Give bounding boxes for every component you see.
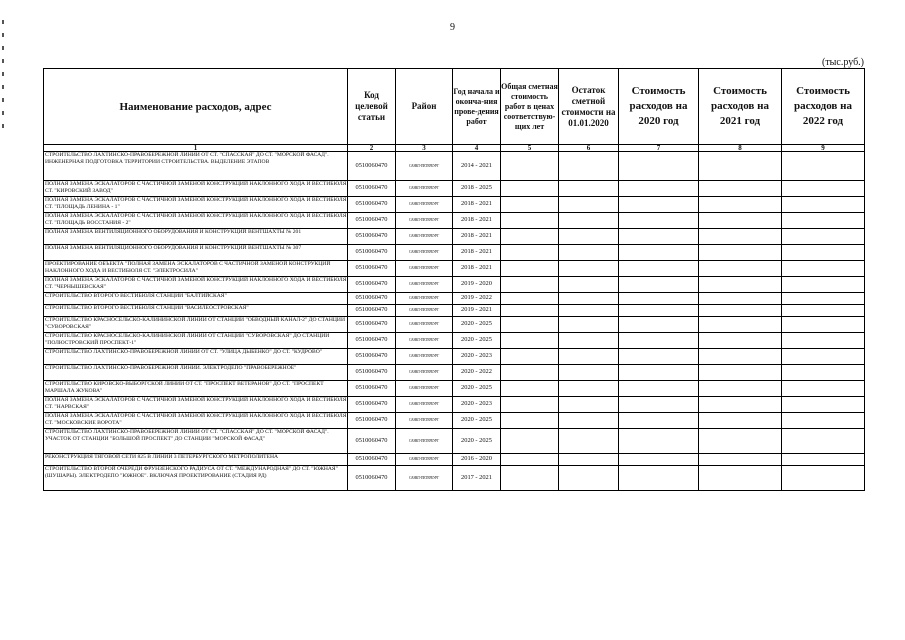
table-row [44, 229, 865, 245]
header-cost-2020: Стоимость расходов на 2020 год [619, 69, 699, 145]
row-district: САНКТ-ПЕТЕРБУРГ [396, 229, 453, 245]
row-name: СТРОИТЕЛЬСТВО ЛАХТИНСКО-ПРАВОБЕРЕЖНОЙ ЛИНИИ ОТ СТ. "СПАССКАЯ" ДО СТ. "МОРСКОЙ ФАСАД". УЧАСТОК ОТ СТАНЦИИ "БОЛЬШОЙ ПРОСПЕКТ" ДО СТАНЦИИ "МОРСКОЙ ФАСАД" [44, 429, 348, 454]
row-period: 2020 - 2025 [453, 413, 501, 429]
row-period: 2020 - 2023 [453, 349, 501, 365]
row-remaining [559, 333, 619, 349]
row-district: САНКТ-ПЕТЕРБУРГ [396, 317, 453, 333]
row-remaining [559, 293, 619, 305]
row-code: 0510060470 [348, 466, 396, 491]
row-cost-2022 [782, 229, 865, 245]
row-cost-2021 [699, 213, 782, 229]
row-cost-2021 [699, 152, 782, 181]
table-row [44, 429, 865, 454]
row-remaining [559, 305, 619, 317]
table-row [44, 293, 865, 305]
row-total-cost [501, 429, 559, 454]
column-number: 6 [559, 145, 619, 152]
row-district: САНКТ-ПЕТЕРБУРГ [396, 365, 453, 381]
row-cost-2020 [619, 317, 699, 333]
row-name: СТРОИТЕЛЬСТВО ВТОРОЙ ОЧЕРЕДИ ФРУНЗЕНСКОГО РАДИУСА ОТ СТ. "МЕЖДУНАРОДНАЯ" ДО СТ. "ЮЖНАЯ" (ШУШАРЫ). ЭЛЕКТРОДЕПО "ЮЖНОЕ". ВКЛЮЧАЯ ПРОЕКТИРОВАНИЕ (СТАДИЯ РД) [44, 466, 348, 491]
row-code: 0510060470 [348, 305, 396, 317]
row-cost-2020 [619, 197, 699, 213]
row-district: САНКТ-ПЕТЕРБУРГ [396, 152, 453, 181]
row-code: 0510060470 [348, 261, 396, 277]
row-remaining [559, 181, 619, 197]
row-period: 2017 - 2021 [453, 466, 501, 491]
row-code: 0510060470 [348, 429, 396, 454]
row-total-cost [501, 152, 559, 181]
row-name: ПОЛНАЯ ЗАМЕНА ЭСКАЛАТОРОВ С ЧАСТИЧНОЙ ЗАМЕНОЙ КОНСТРУКЦИЙ НАКЛОННОГО ХОДА И ВЕСТИБЮЛЯ СТ. "КИРОВСКИЙ ЗАВОД" [44, 181, 348, 197]
row-total-cost [501, 381, 559, 397]
row-total-cost [501, 229, 559, 245]
row-cost-2022 [782, 466, 865, 491]
table-row [44, 213, 865, 229]
row-district: САНКТ-ПЕТЕРБУРГ [396, 293, 453, 305]
row-remaining [559, 454, 619, 466]
row-cost-2020 [619, 152, 699, 181]
row-total-cost [501, 349, 559, 365]
row-name: РЕКОНСТРУКЦИЯ ТЯГОВОЙ СЕТИ 825 В ЛИНИИ 3 ПЕТЕРБУРГСКОГО МЕТРОПОЛИТЕНА [44, 454, 348, 466]
column-number: 1 [44, 145, 348, 152]
table-row [44, 181, 865, 197]
row-district: САНКТ-ПЕТЕРБУРГ [396, 413, 453, 429]
binding-marks [2, 20, 5, 140]
row-cost-2020 [619, 413, 699, 429]
row-cost-2022 [782, 245, 865, 261]
row-remaining [559, 229, 619, 245]
row-district: САНКТ-ПЕТЕРБУРГ [396, 197, 453, 213]
row-name: СТРОИТЕЛЬСТВО КРАСНОСЕЛЬСКО-КАЛИНИНСКОЙ ЛИНИИ ОТ СТАНЦИИ "ОБВОДНЫЙ КАНАЛ-2" ДО СТАНЦИИ "СУВОРОВСКАЯ" [44, 317, 348, 333]
row-name: ПОЛНАЯ ЗАМЕНА ЭСКАЛАТОРОВ С ЧАСТИЧНОЙ ЗАМЕНОЙ КОНСТРУКЦИЙ НАКЛОННОГО ХОДА И ВЕСТИБЮЛЯ СТ. "ПЛОЩАДЬ ЛЕНИНА - 1" [44, 197, 348, 213]
row-code: 0510060470 [348, 229, 396, 245]
row-remaining [559, 413, 619, 429]
row-cost-2021 [699, 261, 782, 277]
row-name: СТРОИТЕЛЬСТВО ВТОРОГО ВЕСТИБЮЛЯ СТАНЦИИ "ВАСИЛЕОСТРОВСКАЯ" [44, 305, 348, 317]
row-cost-2020 [619, 277, 699, 293]
row-district: САНКТ-ПЕТЕРБУРГ [396, 397, 453, 413]
table-row [44, 305, 865, 317]
row-cost-2020 [619, 245, 699, 261]
row-period: 2020 - 2025 [453, 333, 501, 349]
row-remaining [559, 381, 619, 397]
header-cost-2022: Стоимость расходов на 2022 год [782, 69, 865, 145]
row-cost-2022 [782, 197, 865, 213]
row-district: САНКТ-ПЕТЕРБУРГ [396, 277, 453, 293]
row-cost-2022 [782, 181, 865, 197]
row-code: 0510060470 [348, 454, 396, 466]
column-number: 5 [501, 145, 559, 152]
row-cost-2021 [699, 293, 782, 305]
column-number: 8 [699, 145, 782, 152]
row-name: ПОЛНАЯ ЗАМЕНА ВЕНТИЛЯЦИОННОГО ОБОРУДОВАНИЯ И КОНСТРУКЦИЙ ВЕНТШАХТЫ № 201 [44, 229, 348, 245]
row-period: 2018 - 2025 [453, 181, 501, 197]
row-name: СТРОИТЕЛЬСТВО ЛАХТИНСКО-ПРАВОБЕРЕЖНОЙ ЛИНИИ ОТ СТ. "СПАССКАЯ" ДО СТ. "МОРСКОЙ ФАСАД". ИНЖЕНЕРНАЯ ПОДГОТОВКА ТЕРРИТОРИИ СТРОИТЕЛЬСТВА. ВЫДЕЛЕНИЕ ЭТАПОВ [44, 152, 348, 181]
row-cost-2021 [699, 333, 782, 349]
row-total-cost [501, 365, 559, 381]
row-cost-2022 [782, 261, 865, 277]
row-cost-2022 [782, 365, 865, 381]
row-cost-2022 [782, 213, 865, 229]
units-label: (тыс.руб.) [821, 57, 864, 68]
header-period: Год начала и оконча-ния прове-дения работ [453, 69, 501, 145]
table-row [44, 152, 865, 181]
expenses-table [43, 68, 865, 491]
row-cost-2020 [619, 397, 699, 413]
row-district: САНКТ-ПЕТЕРБУРГ [396, 429, 453, 454]
row-code: 0510060470 [348, 365, 396, 381]
header-code: Код целевой статьи [348, 69, 396, 145]
row-remaining [559, 197, 619, 213]
row-district: САНКТ-ПЕТЕРБУРГ [396, 381, 453, 397]
row-cost-2021 [699, 429, 782, 454]
row-period: 2020 - 2025 [453, 317, 501, 333]
row-code: 0510060470 [348, 293, 396, 305]
header-cost-2021: Стоимость расходов на 2021 год [699, 69, 782, 145]
row-cost-2020 [619, 365, 699, 381]
row-period: 2020 - 2023 [453, 397, 501, 413]
row-cost-2021 [699, 245, 782, 261]
row-remaining [559, 152, 619, 181]
row-name: ПОЛНАЯ ЗАМЕНА ЭСКАЛАТОРОВ С ЧАСТИЧНОЙ ЗАМЕНОЙ КОНСТРУКЦИЙ НАКЛОННОГО ХОДА И ВЕСТИБЮЛЯ СТ. "ЧЕРНЫШЕВСКАЯ" [44, 277, 348, 293]
row-cost-2021 [699, 381, 782, 397]
row-remaining [559, 261, 619, 277]
header-district: Район [396, 69, 453, 145]
row-total-cost [501, 305, 559, 317]
row-cost-2022 [782, 277, 865, 293]
row-cost-2021 [699, 197, 782, 213]
table-row [44, 317, 865, 333]
table-row [44, 261, 865, 277]
row-cost-2020 [619, 333, 699, 349]
row-cost-2021 [699, 277, 782, 293]
row-name: СТРОИТЕЛЬСТВО ЛАХТИНСКО-ПРАВОБЕРЕЖНОЙ ЛИНИИ ОТ СТ. "УЛИЦА ДЫБЕНКО" ДО СТ. "КУДРОВО" [44, 349, 348, 365]
row-cost-2021 [699, 317, 782, 333]
table-row [44, 365, 865, 381]
row-name: ПОЛНАЯ ЗАМЕНА ВЕНТИЛЯЦИОННОГО ОБОРУДОВАНИЯ И КОНСТРУКЦИЙ ВЕНТШАХТЫ № 307 [44, 245, 348, 261]
row-total-cost [501, 197, 559, 213]
row-period: 2019 - 2020 [453, 277, 501, 293]
table-row [44, 413, 865, 429]
row-total-cost [501, 293, 559, 305]
row-period: 2020 - 2025 [453, 429, 501, 454]
row-district: САНКТ-ПЕТЕРБУРГ [396, 349, 453, 365]
column-number: 9 [782, 145, 865, 152]
row-cost-2022 [782, 293, 865, 305]
table-row [44, 277, 865, 293]
table-row [44, 349, 865, 365]
row-period: 2019 - 2021 [453, 305, 501, 317]
header-name: Наименование расходов, адрес [44, 69, 348, 145]
column-number: 3 [396, 145, 453, 152]
row-total-cost [501, 466, 559, 491]
table-row [44, 466, 865, 491]
row-total-cost [501, 245, 559, 261]
row-code: 0510060470 [348, 397, 396, 413]
column-number: 2 [348, 145, 396, 152]
row-period: 2018 - 2021 [453, 197, 501, 213]
row-cost-2021 [699, 365, 782, 381]
row-cost-2022 [782, 152, 865, 181]
row-name: СТРОИТЕЛЬСТВО ЛАХТИНСКО-ПРАВОБЕРЕЖНОЙ ЛИНИИ. ЭЛЕКТРОДЕПО "ПРАВОБЕРЕЖНОЕ" [44, 365, 348, 381]
header-remaining: Остаток сметной стоимости на 01.01.2020 [559, 69, 619, 145]
row-total-cost [501, 397, 559, 413]
row-cost-2020 [619, 381, 699, 397]
row-period: 2018 - 2021 [453, 245, 501, 261]
row-cost-2020 [619, 293, 699, 305]
row-period: 2014 - 2021 [453, 152, 501, 181]
row-cost-2021 [699, 466, 782, 491]
row-remaining [559, 213, 619, 229]
row-cost-2021 [699, 454, 782, 466]
table-row [44, 454, 865, 466]
row-cost-2020 [619, 349, 699, 365]
row-name: ПРОЕКТИРОВАНИЕ ОБЪЕКТА "ПОЛНАЯ ЗАМЕНА ЭСКАЛАТОРОВ С ЧАСТИЧНОЙ ЗАМЕНОЙ КОНСТРУКЦИЙ НАКЛОННОГО ХОДА И ВЕСТИБЮЛЯ СТ. "ЭЛЕКТРОСИЛА" [44, 261, 348, 277]
row-remaining [559, 245, 619, 261]
column-number: 4 [453, 145, 501, 152]
row-cost-2021 [699, 397, 782, 413]
row-name: ПОЛНАЯ ЗАМЕНА ЭСКАЛАТОРОВ С ЧАСТИЧНОЙ ЗАМЕНОЙ КОНСТРУКЦИЙ НАКЛОННОГО ХОДА И ВЕСТИБЮЛЯ СТ. "МОСКОВСКИЕ ВОРОТА" [44, 413, 348, 429]
row-cost-2022 [782, 454, 865, 466]
row-period: 2019 - 2022 [453, 293, 501, 305]
row-cost-2022 [782, 349, 865, 365]
column-number: 7 [619, 145, 699, 152]
row-total-cost [501, 333, 559, 349]
row-cost-2021 [699, 181, 782, 197]
row-period: 2018 - 2021 [453, 261, 501, 277]
row-remaining [559, 397, 619, 413]
row-remaining [559, 466, 619, 491]
row-name: СТРОИТЕЛЬСТВО КИРОВСКО-ВЫБОРГСКОЙ ЛИНИИ ОТ СТ. "ПРОСПЕКТ ВЕТЕРАНОВ" ДО СТ. "ПРОСПЕКТ МАРШАЛА ЖУКОВА" [44, 381, 348, 397]
table-row [44, 397, 865, 413]
row-total-cost [501, 454, 559, 466]
row-code: 0510060470 [348, 197, 396, 213]
row-period: 2020 - 2025 [453, 381, 501, 397]
row-name: СТРОИТЕЛЬСТВО ВТОРОГО ВЕСТИБЮЛЯ СТАНЦИИ "БАЛТИЙСКАЯ" [44, 293, 348, 305]
row-total-cost [501, 413, 559, 429]
row-cost-2020 [619, 429, 699, 454]
row-code: 0510060470 [348, 349, 396, 365]
row-cost-2022 [782, 381, 865, 397]
row-period: 2018 - 2021 [453, 229, 501, 245]
row-name: ПОЛНАЯ ЗАМЕНА ЭСКАЛАТОРОВ С ЧАСТИЧНОЙ ЗАМЕНОЙ КОНСТРУКЦИЙ НАКЛОННОГО ХОДА И ВЕСТИБЮЛЯ СТ. "НАРВСКАЯ" [44, 397, 348, 413]
row-period: 2020 - 2022 [453, 365, 501, 381]
row-cost-2020 [619, 305, 699, 317]
row-district: САНКТ-ПЕТЕРБУРГ [396, 454, 453, 466]
table-row [44, 197, 865, 213]
row-code: 0510060470 [348, 381, 396, 397]
row-district: САНКТ-ПЕТЕРБУРГ [396, 305, 453, 317]
row-district: САНКТ-ПЕТЕРБУРГ [396, 181, 453, 197]
row-remaining [559, 317, 619, 333]
row-cost-2020 [619, 213, 699, 229]
row-cost-2022 [782, 305, 865, 317]
row-name: ПОЛНАЯ ЗАМЕНА ЭСКАЛАТОРОВ С ЧАСТИЧНОЙ ЗАМЕНОЙ КОНСТРУКЦИЙ НАКЛОННОГО ХОДА И ВЕСТИБЮЛЯ СТ. "ПЛОЩАДЬ ВОССТАНИЯ - 2" [44, 213, 348, 229]
row-district: САНКТ-ПЕТЕРБУРГ [396, 213, 453, 229]
row-district: САНКТ-ПЕТЕРБУРГ [396, 466, 453, 491]
row-code: 0510060470 [348, 413, 396, 429]
row-district: САНКТ-ПЕТЕРБУРГ [396, 245, 453, 261]
header-row [44, 69, 865, 145]
row-total-cost [501, 181, 559, 197]
page-number: 9 [450, 22, 455, 33]
row-cost-2020 [619, 261, 699, 277]
row-period: 2016 - 2020 [453, 454, 501, 466]
row-remaining [559, 429, 619, 454]
row-district: САНКТ-ПЕТЕРБУРГ [396, 261, 453, 277]
header-total-cost: Общая сметная стоимость работ в ценах соответствую-щих лет [501, 69, 559, 145]
row-total-cost [501, 261, 559, 277]
row-total-cost [501, 317, 559, 333]
row-cost-2021 [699, 413, 782, 429]
row-code: 0510060470 [348, 333, 396, 349]
row-cost-2020 [619, 181, 699, 197]
row-cost-2020 [619, 454, 699, 466]
row-cost-2020 [619, 466, 699, 491]
row-code: 0510060470 [348, 277, 396, 293]
row-cost-2022 [782, 333, 865, 349]
row-period: 2018 - 2021 [453, 213, 501, 229]
row-district: САНКТ-ПЕТЕРБУРГ [396, 333, 453, 349]
table-row [44, 381, 865, 397]
row-code: 0510060470 [348, 245, 396, 261]
row-cost-2022 [782, 397, 865, 413]
row-remaining [559, 277, 619, 293]
row-cost-2022 [782, 413, 865, 429]
column-number-row [44, 145, 865, 152]
row-cost-2021 [699, 229, 782, 245]
table-body [44, 152, 865, 491]
row-cost-2021 [699, 305, 782, 317]
table-row [44, 245, 865, 261]
row-cost-2022 [782, 429, 865, 454]
row-code: 0510060470 [348, 181, 396, 197]
table-row [44, 333, 865, 349]
row-cost-2022 [782, 317, 865, 333]
row-remaining [559, 365, 619, 381]
row-cost-2020 [619, 229, 699, 245]
row-code: 0510060470 [348, 317, 396, 333]
row-code: 0510060470 [348, 152, 396, 181]
row-total-cost [501, 213, 559, 229]
row-total-cost [501, 277, 559, 293]
row-cost-2021 [699, 349, 782, 365]
row-name: СТРОИТЕЛЬСТВО КРАСНОСЕЛЬСКО-КАЛИНИНСКОЙ ЛИНИИ ОТ СТАНЦИИ "СУВОРОВСКАЯ" ДО СТАНЦИИ "ПОЛЮСТРОВСКИЙ ПРОСПЕКТ-1" [44, 333, 348, 349]
row-remaining [559, 349, 619, 365]
row-code: 0510060470 [348, 213, 396, 229]
